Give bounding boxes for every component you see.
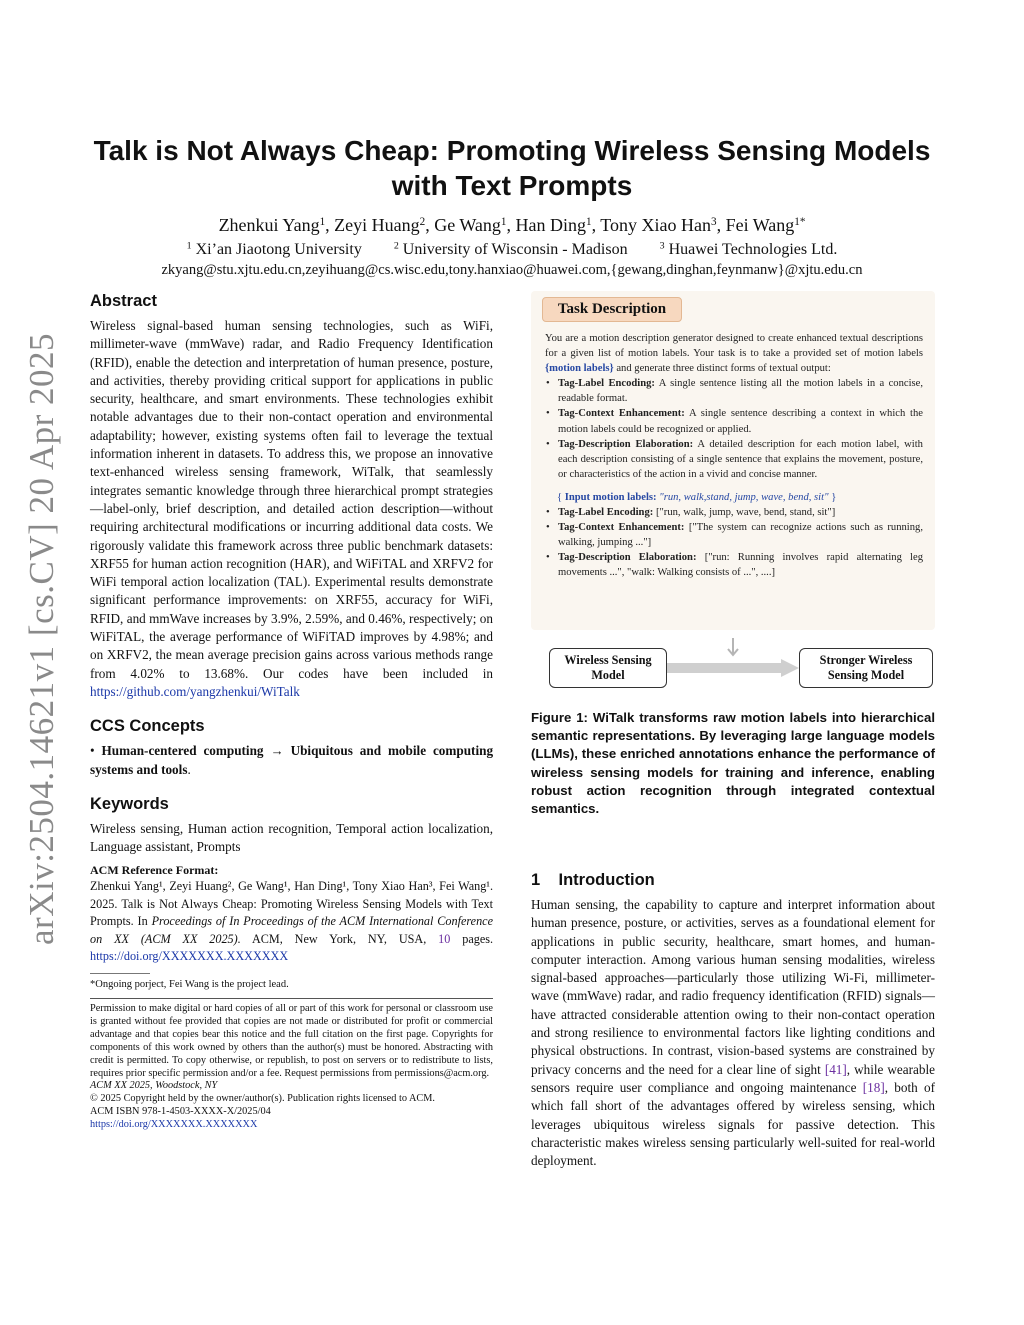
figure-task-description [531,291,935,630]
author: Ge Wang$^1$ [434,215,507,235]
ccs-heading: CCS Concepts [90,717,205,736]
figure-model-flow [531,640,935,695]
code-link[interactable]: https://github.com/yangzhenkui/WiTalk [90,683,300,699]
permission-notice: Permission to make digital or hard copies of all or part of this work for personal or classroom use is granted without fee provided that copies are not made or distributed for profit or commercial advantage and that copies bear this notice and the full citation on the first page. Copyrights for components of this work owned by others than the author(s) must be honored. Abstracting with credit is permitted. To copy otherwise, or republish, to post on servers or to redistribute to lists, requires prior specific permission and/or a fee. Request permissions from permissions@acm.org. [90,1003,493,1079]
permission-doi-link[interactable]: https://doi.org/XXXXXXX.XXXXXXX [90,1119,258,1131]
conference-info: ACM XX 2025, Woodstock, NY [90,1080,218,1092]
author: Han Ding$^1$ [515,215,592,235]
example-output: • Tag-Context Enhancement: ["The system can recognize actions such as running, walking, jumping ..."] [545,520,923,550]
task-description-text [545,331,923,581]
introduction-heading: 1 Introduction [531,871,655,889]
task-item: • Tag-Label Encoding: A single sentence listing all the motion labels in a concise, readable format. [545,376,923,406]
keywords-heading: Keywords [90,794,169,813]
keywords-list: Wireless sensing, Human action recognition, Temporal action localization, Language assistant, Prompts [90,820,493,855]
stronger-model-box: Stronger Wireless Sensing Model [799,648,933,688]
author: Fei Wang$^{1*}$ [725,215,806,235]
affiliation: $^2$ University of Wisconsin - Madison [393,240,628,258]
copyright-notice: © 2025 Copyright held by the owner/author(s). Publication rights licensed to ACM. [90,1093,436,1105]
footnote-rule [90,973,150,974]
author: Zeyi Huang$^2$ [334,215,426,235]
title-line-1: Talk is Not Always Cheap: Promoting Wireless Sensing Models [93,135,931,166]
affiliation: $^3$ Huawei Technologies Ltd. [659,240,838,258]
isbn: ACM ISBN 978-1-4503-XXXX-X/2025/04 [90,1106,271,1118]
acm-ref-heading: ACM Reference Format: [90,863,219,878]
acm-ref-doi-link[interactable]: https://doi.org/XXXXXXX.XXXXXXX [90,949,289,964]
affiliation: $^1$ Xi’an Jiaotong University [186,240,362,258]
citation-link[interactable]: [41] [824,1061,847,1077]
down-arrow-icon [725,638,741,660]
citation-link[interactable]: [18] [862,1079,885,1095]
example-output: • Tag-Label Encoding: ["run, walk, jump, wave, bend, stand, sit"] [545,505,923,520]
wireless-sensing-model-box: Wireless Sensing Model [549,648,667,688]
input-motion-labels: { Input motion labels: "run, walk,stand, jump, wave, bend, sit" } [557,491,837,503]
acm-reference: Zhenkui Yang¹, Zeyi Huang², Ge Wang¹, Han Ding¹, Tony Xiao Han³, Fei Wang¹. 2025. Talk is Not Always Cheap: Promoting Wireless Sensing Models with Text Prompts. In Proceedings of In Proceedings of the ACM International Conference on XX (ACM XX 2025). ACM, New York, NY, USA, 10 pages. https://doi.org/XXXXXXX.XXXXXXX [90,879,494,964]
arxiv-identifier: arXiv:2504.14621v1 [cs.CV] 20 Apr 2025 [22,332,61,945]
paper-title [70,133,954,203]
footnote: *Ongoing porject, Fei Wang is the project lead. [90,979,289,991]
left-column [90,292,493,1132]
task-intro: You are a motion description generator designed to create enhanced textual descriptions for a given list of motion labels. Your task is to take a provided set of motion labels {motion labels} and generate three distinct forms of textual output: [545,333,923,375]
author-list: Zhenkui Yang$^1$, Zeyi Huang$^2$, Ge Wang$^1$, Han Ding$^1$, Tony Xiao Han$^3$, Fei Wang$^{1*}$ [218,215,806,235]
author: Tony Xiao Han$^3$ [600,215,717,235]
ccs-concepts: • Human-centered computing → Ubiquitous and mobile computing systems and tools. [90,743,494,777]
permission-rule [90,998,493,999]
task-item: • Tag-Description Elaboration: A detailed description for each motion label, with each description consisting of a single sentence that explains the movement, posture, or characteristics of the action in a vivid and concise manner. [545,437,923,482]
task-description-tag: Task Description [542,297,682,322]
title-line-2: with Text Prompts [391,170,633,201]
introduction-section [531,871,935,1170]
task-item: • Tag-Context Enhancement: A single sentence describing a context in which the motion labels could be recognized or applied. [545,406,923,436]
affiliations [70,240,954,260]
introduction-paragraph: Human sensing, the capability to capture and interpret information about human presence, posture, or activities, serves as a foundational element for applications in public security, healthcare, smart homes, and human-computer interaction. Among various human sensing modalities, wireless signal-based approaches—particularly those utilizing Wi-Fi, millimeter-wave (mmWave) radar, and radio frequency identification (RFID) signals—have attracted considerable attention owing to their non-contact operation and strong resilience to environmental factors like lighting conditions and physical obstructions. In contrast, vision-based systems are constrained by privacy concerns and the need for a clear line of sight [41], while wearable sensors require user compliance and ongoing maintenance [18], both of which fall short of the advantages offered by wireless sensing, which leverages ubiquitous wireless signals for passive detection. This characteristic makes wireless sensing particularly well-suited for real-world deployment. [531,897,936,1169]
author-emails: zkyang@stu.xjtu.edu.cn,zeyihuang@cs.wisc.edu,tony.hanxiao@huawei.com,{gewang,dinghan,feynmanw}@xjtu.edu.cn [161,262,863,278]
figure-caption: Figure 1: WiTalk transforms raw motion labels into hierarchical semantic representations. By leveraging large language models (LLMs), these enriched annotations enhance the performance of wireless sensing models for training and inference, enabling robust action recognition through integrated contextual semantics. [531,710,935,817]
abstract-heading: Abstract [90,292,157,310]
example-output: • Tag-Description Elaboration: ["run: Running involves rapid alternating leg movements ...", "walk: Walking consists of ...", ....] [545,550,923,580]
abstract-body: Wireless signal-based human sensing technologies, such as WiFi, millimeter-wave (mmWave) radar, and Radio Frequency Identification (RFID), enable the detection and interpretation of human presence, posture, and activities, thereby providing critical support for applications in public security, healthcare, and smart environments. These technologies exhibit notable advantages due to their non-contact operation and environmental adaptability; however, existing systems often fail to leverage the textual information inherent in datasets. To address this, we propose an innovative text-enhanced wireless sensing framework, WiTalk, that seamlessly integrates semantic knowledge through three hierarchical prompt strategies—label-only, brief description, and detailed action description—without requiring architectural modifications or incurring additional data costs. We rigorously validate this framework across three public benchmark datasets: XRF55 for human action recognition (HAR), and WiFiTAL and XRFV2 for WiFi temporal action localization (TAL). Experimental results demonstrate significant performance improvements: on XRF55, accuracy for WiFi, RFID, and mmWave increases by 3.9%, 2.59%, and 0.46%, respectively; on WiFiTAL, the average performance of WiFiTAD improves by 4.98%; and on XRFV2, the mean average precision gains across various methods range from 4.02% to 13.68%. Our codes have been included in https://github.com/yangzhenkui/WiTalk [90,318,493,699]
right-arrow-icon [667,659,799,677]
author: Zhenkui Yang$^1$ [218,215,326,235]
